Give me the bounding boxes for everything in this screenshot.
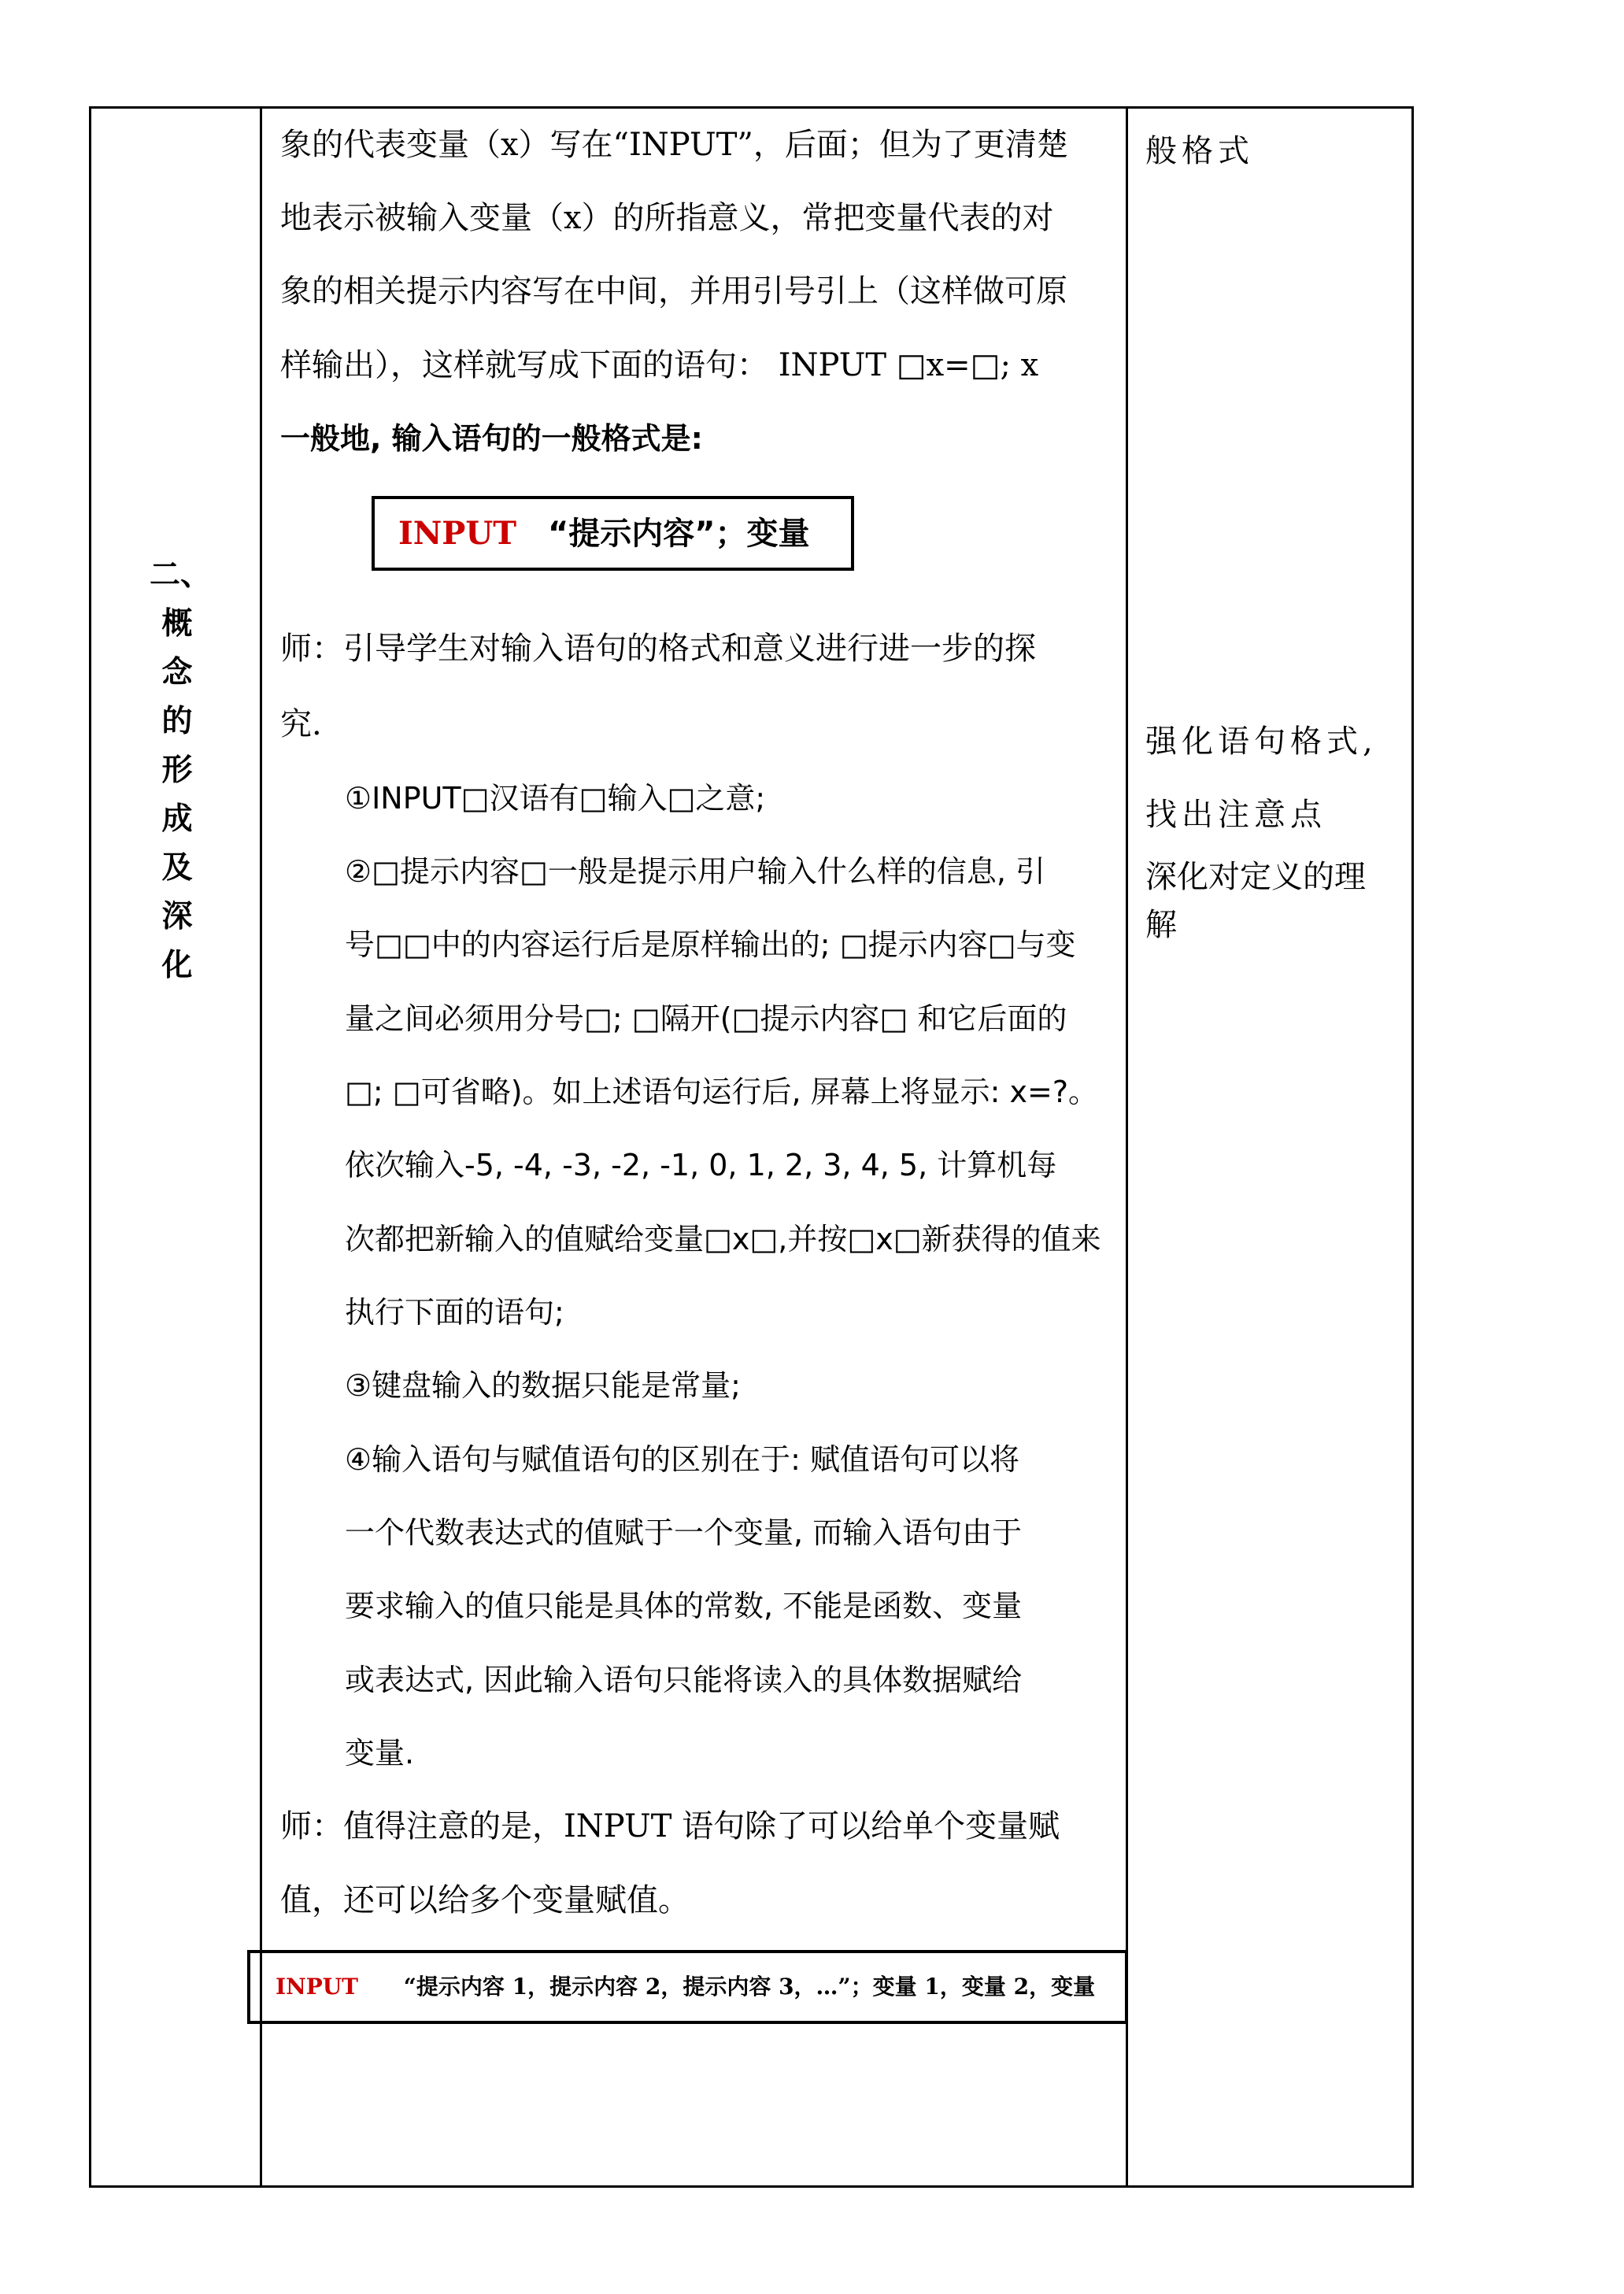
section-title	[150, 551, 212, 990]
body-line: 变量.	[345, 1736, 415, 1770]
body-line: 象的相关提示内容写在中间，并用引号引上（这样做可原	[280, 273, 1067, 309]
multi-input-format-text: “提示内容 1，提示内容 2，提示内容 3，…”；变量 1，变量 2，变量	[403, 1974, 1096, 2000]
table-bottom-border	[89, 2185, 1414, 2188]
section-title-char: 化	[161, 948, 193, 983]
body-line: 依次输入-5, -4, -3, -2, -1, 0, 1, 2, 3, 4, 5, 计算机每	[345, 1148, 1057, 1182]
input-keyword: INPUT	[398, 515, 516, 552]
input-format-box	[372, 496, 854, 571]
body-line: 究.	[280, 706, 322, 742]
section-title-char: 形	[161, 753, 193, 788]
body-line: 要求输入的值只能是具体的常数, 不能是函数、变量	[345, 1589, 1023, 1623]
note-line: 般格式	[1145, 133, 1254, 169]
section-title-char: 及	[161, 850, 193, 886]
table-top-border	[89, 106, 1414, 109]
body-line: 执行下面的语句;	[345, 1295, 564, 1330]
body-line: 师：引导学生对输入语句的格式和意义进行进一步的探	[280, 631, 1036, 667]
section-title-char: 深	[161, 899, 193, 934]
body-line: 或表达式, 因此输入语句只能将读入的具体数据赋给	[345, 1663, 1023, 1697]
body-line: ④输入语句与赋值语句的区别在于: 赋值语句可以将	[345, 1442, 1019, 1477]
section-title-char: 的	[161, 704, 193, 739]
multi-input-format-box	[247, 1950, 1128, 2024]
column-divider-1	[260, 106, 262, 2188]
note-line: 解	[1145, 907, 1177, 943]
table-left-border	[89, 106, 91, 2188]
table-right-border	[1411, 106, 1414, 2188]
note-line: 找出注意点	[1145, 797, 1326, 833]
body-line: 样输出），这样就写成下面的语句： INPUT □x=□; x	[280, 347, 1039, 383]
body-line: 一般地, 输入语句的一般格式是:	[280, 421, 703, 456]
section-title-char: 成	[161, 801, 193, 837]
body-line: 一个代数表达式的值赋于一个变量, 而输入语句由于	[345, 1515, 1023, 1550]
section-title-char: 概	[161, 606, 193, 642]
column-divider-2	[1126, 106, 1128, 2188]
body-line: 次都把新输入的值赋给变量□x□,并按□x□新获得的值来	[345, 1222, 1101, 1256]
input-keyword: INPUT	[276, 1974, 358, 2000]
body-line: 量之间必须用分号□; □隔开(□提示内容□ 和它后面的	[345, 1001, 1067, 1036]
note-line: 强化语句格式,	[1145, 723, 1378, 760]
section-title-char: 二、	[150, 557, 212, 593]
body-line: 号□□中的内容运行后是原样输出的; □提示内容□与变	[345, 927, 1076, 962]
body-line: □; □可省略)。如上述语句运行后, 屏幕上将显示: x=?。	[345, 1075, 1099, 1109]
body-line: ②□提示内容□一般是提示用户输入什么样的信息, 引	[345, 854, 1046, 889]
body-line: 地表示被输入变量（x）的所指意义，常把变量代表的对	[280, 200, 1054, 236]
input-format-text: “提示内容”；变量	[547, 516, 810, 552]
body-line: 象的代表变量（x）写在“INPUT”，后面；但为了更清楚	[280, 127, 1068, 163]
body-line: 师：值得注意的是，INPUT 语句除了可以给单个变量赋	[280, 1808, 1060, 1844]
body-line: ①INPUT□汉语有□输入□之意;	[345, 781, 766, 816]
note-line: 深化对定义的理	[1145, 859, 1366, 895]
body-line: 值，还可以给多个变量赋值。	[280, 1882, 690, 1918]
section-title-char: 念	[161, 655, 193, 690]
body-line: ③键盘输入的数据只能是常量;	[345, 1368, 741, 1403]
